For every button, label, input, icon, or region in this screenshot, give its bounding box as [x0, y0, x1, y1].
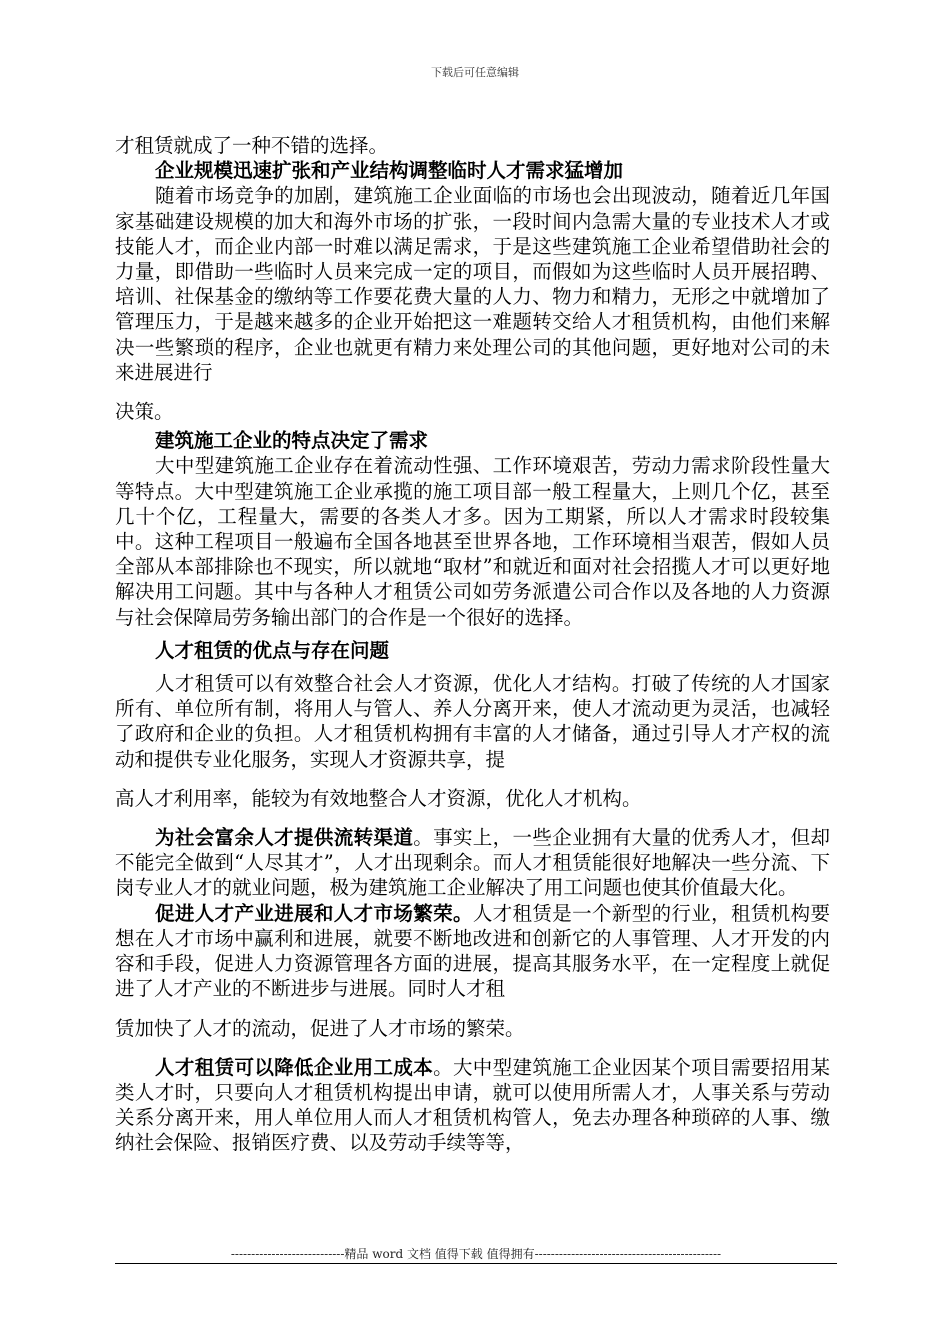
paragraph-5-end: 赁加快了人才的流动，促进了人才市场的繁荣。 [115, 1016, 525, 1040]
paragraph-4 [115, 825, 830, 901]
paragraph-6-lead: 人才租赁可以降低企业用工成本 [155, 1055, 434, 1079]
page-footer: ----------------------------精品 word 文档 值得下载 值得拥有---------------------------------------------- [230, 1247, 722, 1261]
document-body [115, 133, 830, 1156]
paragraph-3: 人才租赁可以有效整合社会人才资源，优化人才结构。打破了传统的人才国家所有、单位所有制，将用人与管人、养人分离开来，使人才流动更为灵活，也减轻了政府和企业的负担。人才租赁机构拥有丰富的人才储备，通过引导人才产权的流动和提供专业化服务，实现人才资源共享，提 [115, 672, 830, 771]
paragraph-3-end: 高人才利用率，能较为有效地整合人才资源，优化人才机构。 [115, 786, 642, 810]
paragraph-6 [115, 1055, 830, 1156]
footer-rule [115, 1263, 837, 1264]
section-heading-3: 人才租赁的优点与存在问题 [155, 638, 390, 662]
paragraph-continuation: 才租赁就成了一种不错的选择。 [115, 134, 389, 157]
paragraph-4-text: 。事实上，一些企业拥有大量的优秀人才，但却不能完全做到“人尽其才”，人才出现剩余。而人才租赁能很好地解决一些分流、下岗专业人才的就业问题，极为建筑施工企业解决了用工问题也使其价值最大化。 [115, 826, 830, 900]
section-heading-2: 建筑施工企业的特点决定了需求 [155, 429, 429, 453]
paragraph-6-text: 。大中型建筑施工企业因某个项目需要招用某类人才时，只要向人才租赁机构提出申请，就可以使用所需人才，人事关系与劳动关系分离开来，用人单位用人而人才租赁机构管人，免去办理各种琐碎的人事、缴纳社会保险、报销医疗费、以及劳动手续等等， [115, 1055, 830, 1155]
paragraph-5-lead: 促进人才产业进展和人才市场繁荣。 [155, 901, 473, 925]
paragraph-5 [115, 901, 830, 1002]
paragraph-4-lead: 为社会富余人才提供流转渠道 [155, 826, 414, 850]
paragraph-2: 大中型建筑施工企业存在着流动性强、工作环境艰苦，劳动力需求阶段性量大等特点。大中型建筑施工企业承揽的施工项目部一般工程量大，上则几个亿，甚至几十个亿，工程量大，需要的各类人才多。因为工期紧，所以人才需求时段较集中。这种工程项目一般遍布全国各地甚至世界各地，工作环境相当艰苦，假如人员全部从本部排除也不现实，所以就地“取材”和就近和面对社会招揽人才可以更好地解决用工问题。其中与各种人才租赁公司如劳务派遣公司合作以及各地的人力资源与社会保障局劳务输出部门的合作是一个很好的选择。 [115, 454, 830, 629]
section-heading-1: 企业规模迅速扩张和产业结构调整临时人才需求猛增加 [155, 159, 624, 183]
page-header: 下载后可任意编辑 [431, 66, 519, 79]
paragraph-1-end: 决策。 [115, 400, 174, 424]
paragraph-5-text: 人才租赁是一个新型的行业，租赁机构要想在人才市场中赢利和进展，就要不断地改进和创新它的人事管理、人才开发的内容和手段，促进人力资源管理各方面的进展，提高其服务水平，在一定程度上就促进了人才产业的不断进步与进展。同时人才租 [115, 901, 830, 1001]
paragraph-1: 随着市场竞争的加剧，建筑施工企业面临的市场也会出现波动，随着近几年国家基础建设规模的加大和海外市场的扩张，一段时间内急需大量的专业技术人才或技能人才，而企业内部一时难以满足需求，于是这些建筑施工企业希望借助社会的力量，即借助一些临时人员来完成一定的项目，而假如为这些临时人员开展招聘、培训、社保基金的缴纳等工作要花费大量的人力、物力和精力，无形之中就增加了管理压力，于是越来越多的企业开始把这一难题转交给人才租赁机构，由他们来解决一些繁琐的程序，企业也就更有精力来处理公司的其他问题，更好地对公司的未来进展进行 [115, 184, 830, 384]
